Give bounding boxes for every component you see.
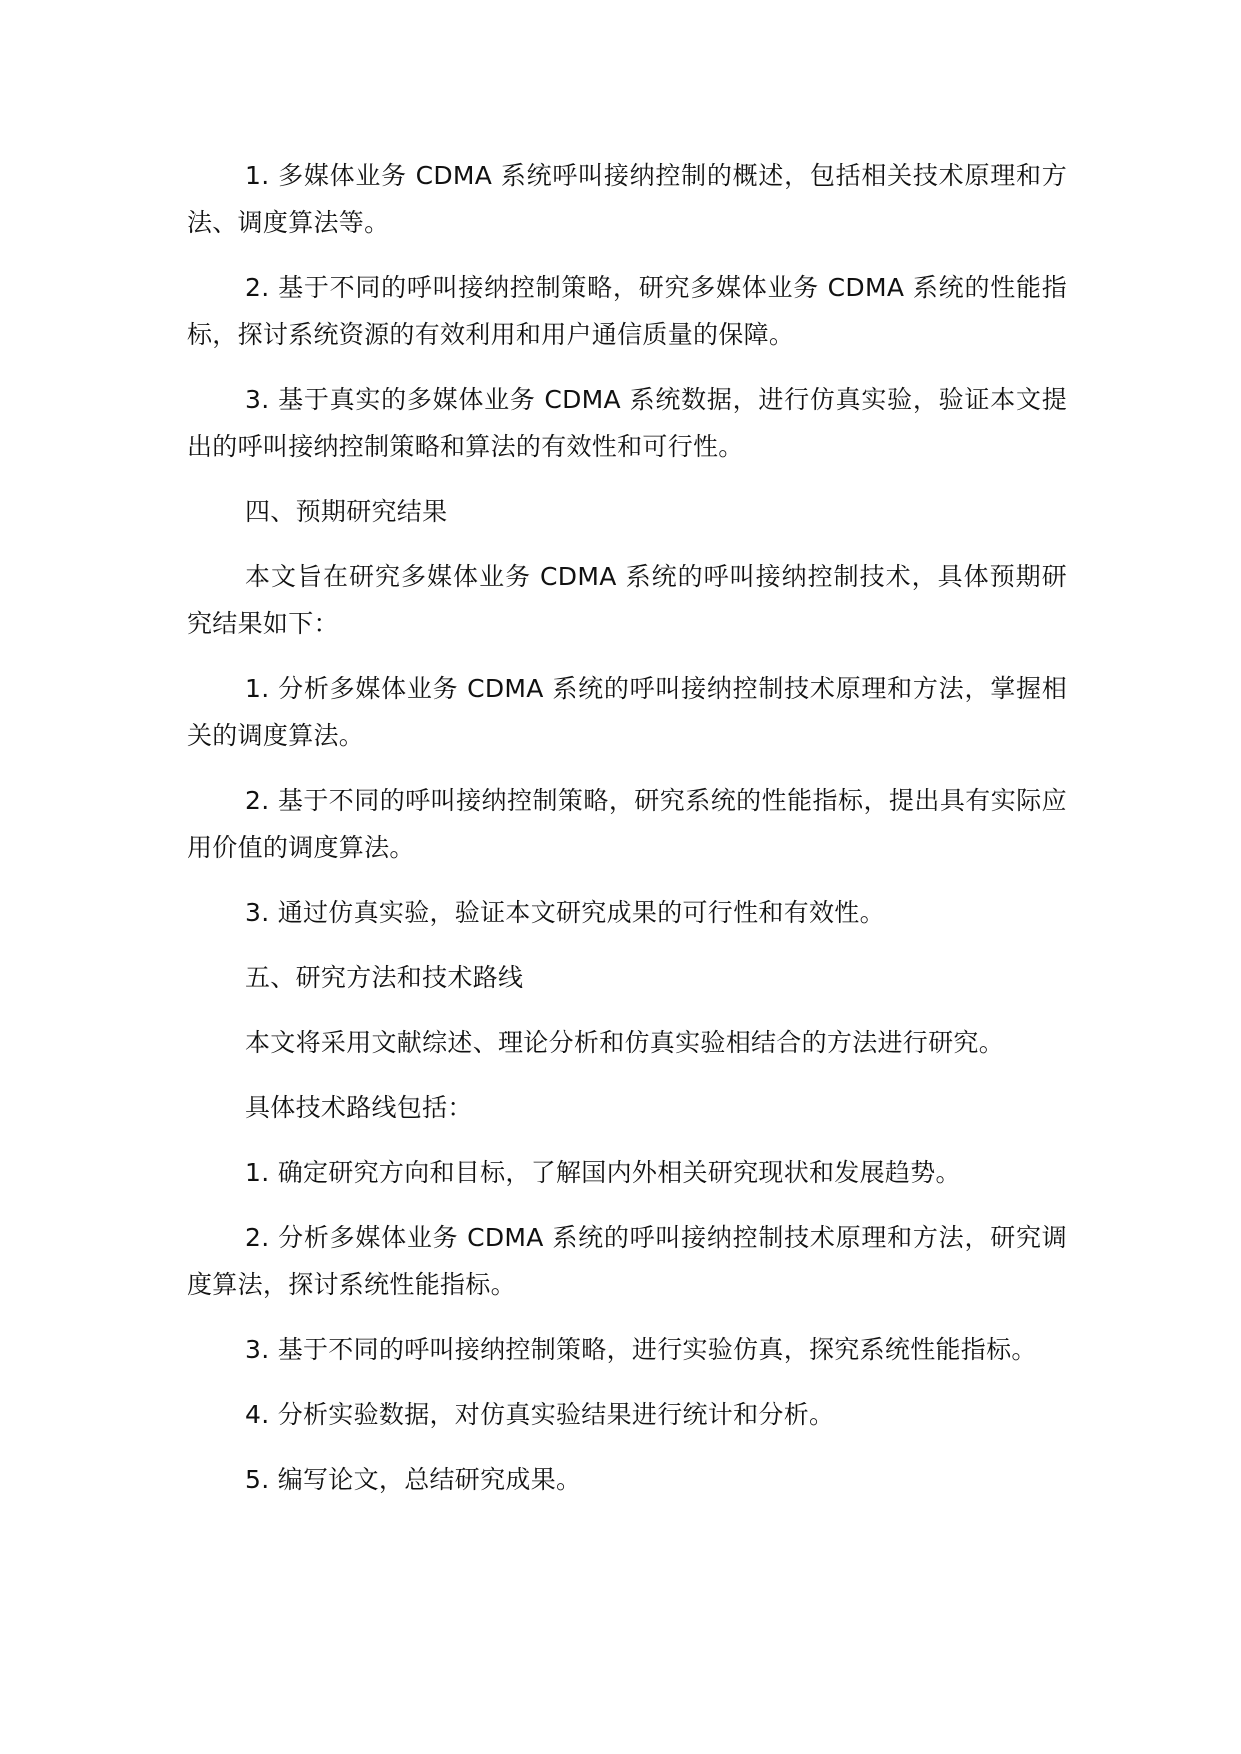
paragraph-item-1: 1. 多媒体业务 CDMA 系统呼叫接纳控制的概述，包括相关技术原理和方法、调度算法等。 bbox=[187, 161, 1067, 237]
document-page bbox=[187, 152, 1067, 1521]
paragraph-item-2: 2. 基于不同的呼叫接纳控制策略，研究多媒体业务 CDMA 系统的性能指标，探讨系统资源的有效利用和用户通信质量的保障。 bbox=[187, 273, 1067, 349]
paragraph-route-4: 4. 分析实验数据，对仿真实验结果进行统计和分析。 bbox=[245, 1400, 835, 1429]
paragraph-route-5: 5. 编写论文，总结研究成果。 bbox=[245, 1465, 582, 1494]
paragraph-route-1: 1. 确定研究方向和目标，了解国内外相关研究现状和发展趋势。 bbox=[245, 1158, 961, 1187]
paragraph-intro-results: 本文旨在研究多媒体业务 CDMA 系统的呼叫接纳控制技术，具体预期研究结果如下： bbox=[187, 562, 1067, 638]
section-heading-4: 四、预期研究结果 bbox=[245, 497, 448, 526]
paragraph-method: 本文将采用文献综述、理论分析和仿真实验相结合的方法进行研究。 bbox=[245, 1028, 1005, 1057]
section-heading-5: 五、研究方法和技术路线 bbox=[245, 963, 524, 992]
paragraph-result-1: 1. 分析多媒体业务 CDMA 系统的呼叫接纳控制技术原理和方法，掌握相关的调度算法。 bbox=[187, 674, 1067, 750]
paragraph-route-2: 2. 分析多媒体业务 CDMA 系统的呼叫接纳控制技术原理和方法，研究调度算法，探讨系统性能指标。 bbox=[187, 1223, 1067, 1299]
paragraph-result-3: 3. 通过仿真实验，验证本文研究成果的可行性和有效性。 bbox=[245, 898, 885, 927]
paragraph-result-2: 2. 基于不同的呼叫接纳控制策略，研究系统的性能指标，提出具有实际应用价值的调度算法。 bbox=[187, 786, 1067, 862]
paragraph-route-3: 3. 基于不同的呼叫接纳控制策略，进行实验仿真，探究系统性能指标。 bbox=[245, 1335, 1037, 1364]
paragraph-route-intro: 具体技术路线包括： bbox=[245, 1093, 473, 1122]
paragraph-item-3: 3. 基于真实的多媒体业务 CDMA 系统数据，进行仿真实验，验证本文提出的呼叫接纳控制策略和算法的有效性和可行性。 bbox=[187, 385, 1067, 461]
